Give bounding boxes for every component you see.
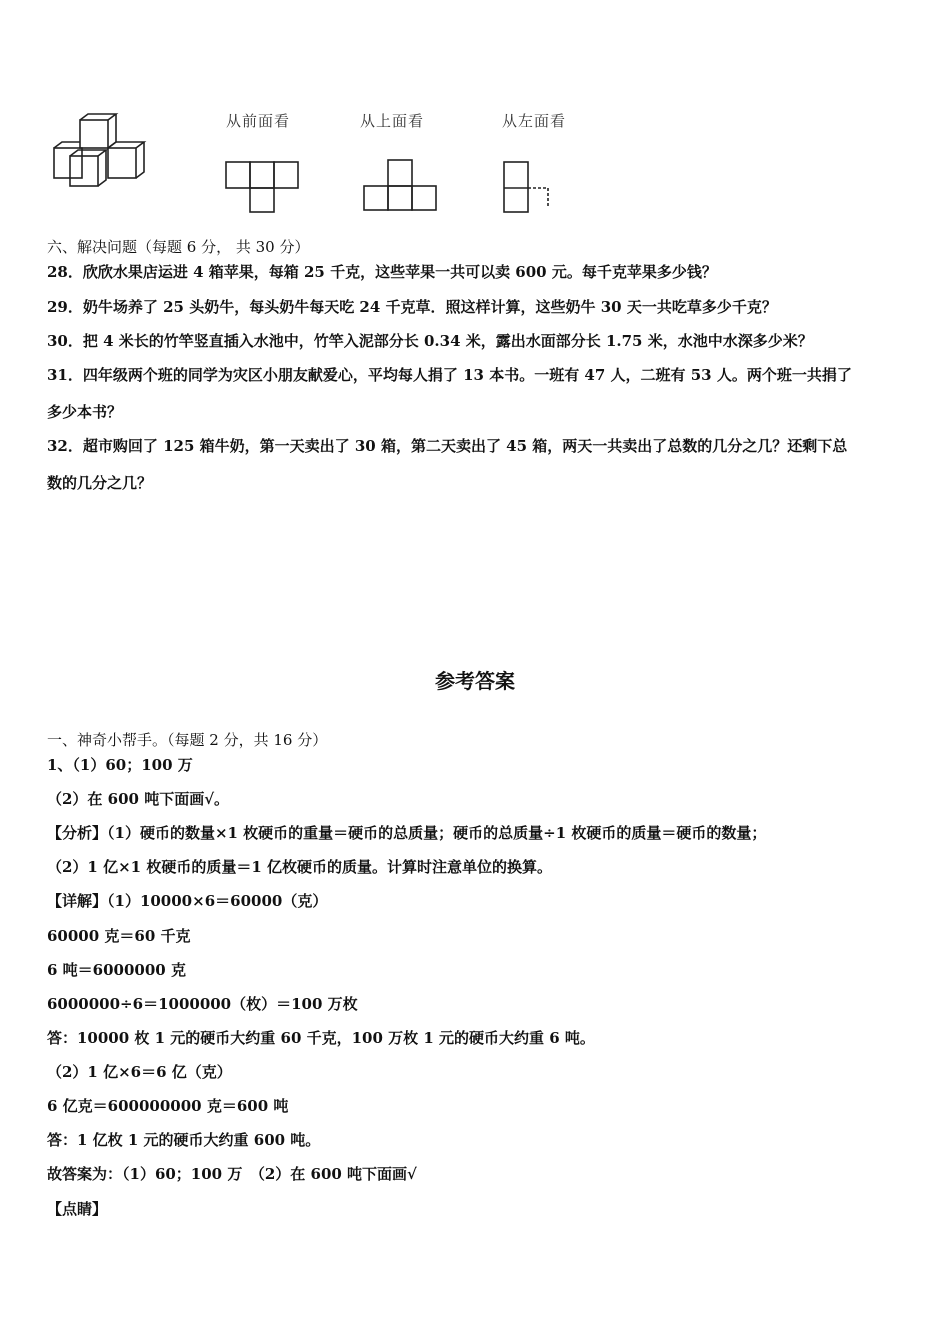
section-6-heading: 六、解决问题（每题 6 分， 共 30 分）	[47, 238, 310, 256]
answer-line: 故答案为：（1）60；100 万 （2）在 600 吨下面画√	[47, 1165, 417, 1183]
question-31: 31．四年级两个班的同学为灾区小朋友献爱心，平均每人捐了 13 本书。一班有 47 人，二班有 53 人。两个班一共捐了	[47, 366, 852, 384]
answer-line: （2）1 亿×6＝6 亿（克）	[47, 1063, 232, 1081]
answer-line: 6000000÷6＝1000000（枚）＝100 万枚	[47, 995, 358, 1013]
block-solid-figure	[50, 112, 150, 190]
question-28: 28．欣欣水果店运进 4 箱苹果，每箱 25 千克，这些苹果一共可以卖 600 元。每千克苹果多少钱？	[47, 263, 717, 281]
answer-line: 答：10000 枚 1 元的硬币大约重 60 千克，100 万枚 1 元的硬币大约重 6 吨。	[47, 1029, 595, 1047]
question-30: 30．把 4 米长的竹竿竖直插入水池中，竹竿入泥部分长 0.34 米，露出水面部分长 1.75 米，水池中水深多少米？	[47, 332, 813, 350]
answer-section-1-heading: 一、神奇小帮手。（每题 2 分，共 16 分）	[47, 731, 328, 749]
question-32-cont: 数的几分之几？	[47, 474, 153, 492]
answer-line: 6 亿克＝600000000 克＝600 吨	[47, 1097, 289, 1115]
answer-line: （2）在 600 吨下面画√。	[47, 790, 230, 808]
answer-line: 6 吨＝6000000 克	[47, 961, 186, 979]
top-view-figure	[362, 158, 442, 214]
answer-line: 【分析】（1）硬币的数量×1 枚硬币的重量＝硬币的总质量；硬币的总质量÷1 枚硬币的质量＝硬币的数量；	[47, 824, 767, 842]
question-32: 32．超市购回了 125 箱牛奶，第一天卖出了 30 箱，第二天卖出了 45 箱，两天一共卖出了总数的几分之几？还剩下总	[47, 437, 848, 455]
answer-line: 60000 克＝60 千克	[47, 927, 191, 945]
question-31-cont: 多少本书？	[47, 403, 123, 421]
front-view-figure	[224, 160, 304, 216]
view-label-top: 从上面看	[360, 112, 425, 130]
left-view-figure	[500, 158, 560, 216]
answer-line: 1、（1）60；100 万	[47, 756, 193, 774]
question-29: 29．奶牛场养了 25 头奶牛，每头奶牛每天吃 24 千克草．照这样计算，这些奶牛 30 天一共吃草多少千克？	[47, 298, 777, 316]
answer-line: 【点睛】	[47, 1200, 108, 1218]
answer-line: 答：1 亿枚 1 元的硬币大约重 600 吨。	[47, 1131, 321, 1149]
answer-line: （2）1 亿×1 枚硬币的质量＝1 亿枚硬币的质量。计算时注意单位的换算。	[47, 858, 552, 876]
view-label-left: 从左面看	[502, 112, 567, 130]
answer-title: 参考答案	[435, 669, 515, 693]
answer-line: 【详解】（1）10000×6＝60000（克）	[47, 892, 328, 910]
view-label-front: 从前面看	[226, 112, 291, 130]
